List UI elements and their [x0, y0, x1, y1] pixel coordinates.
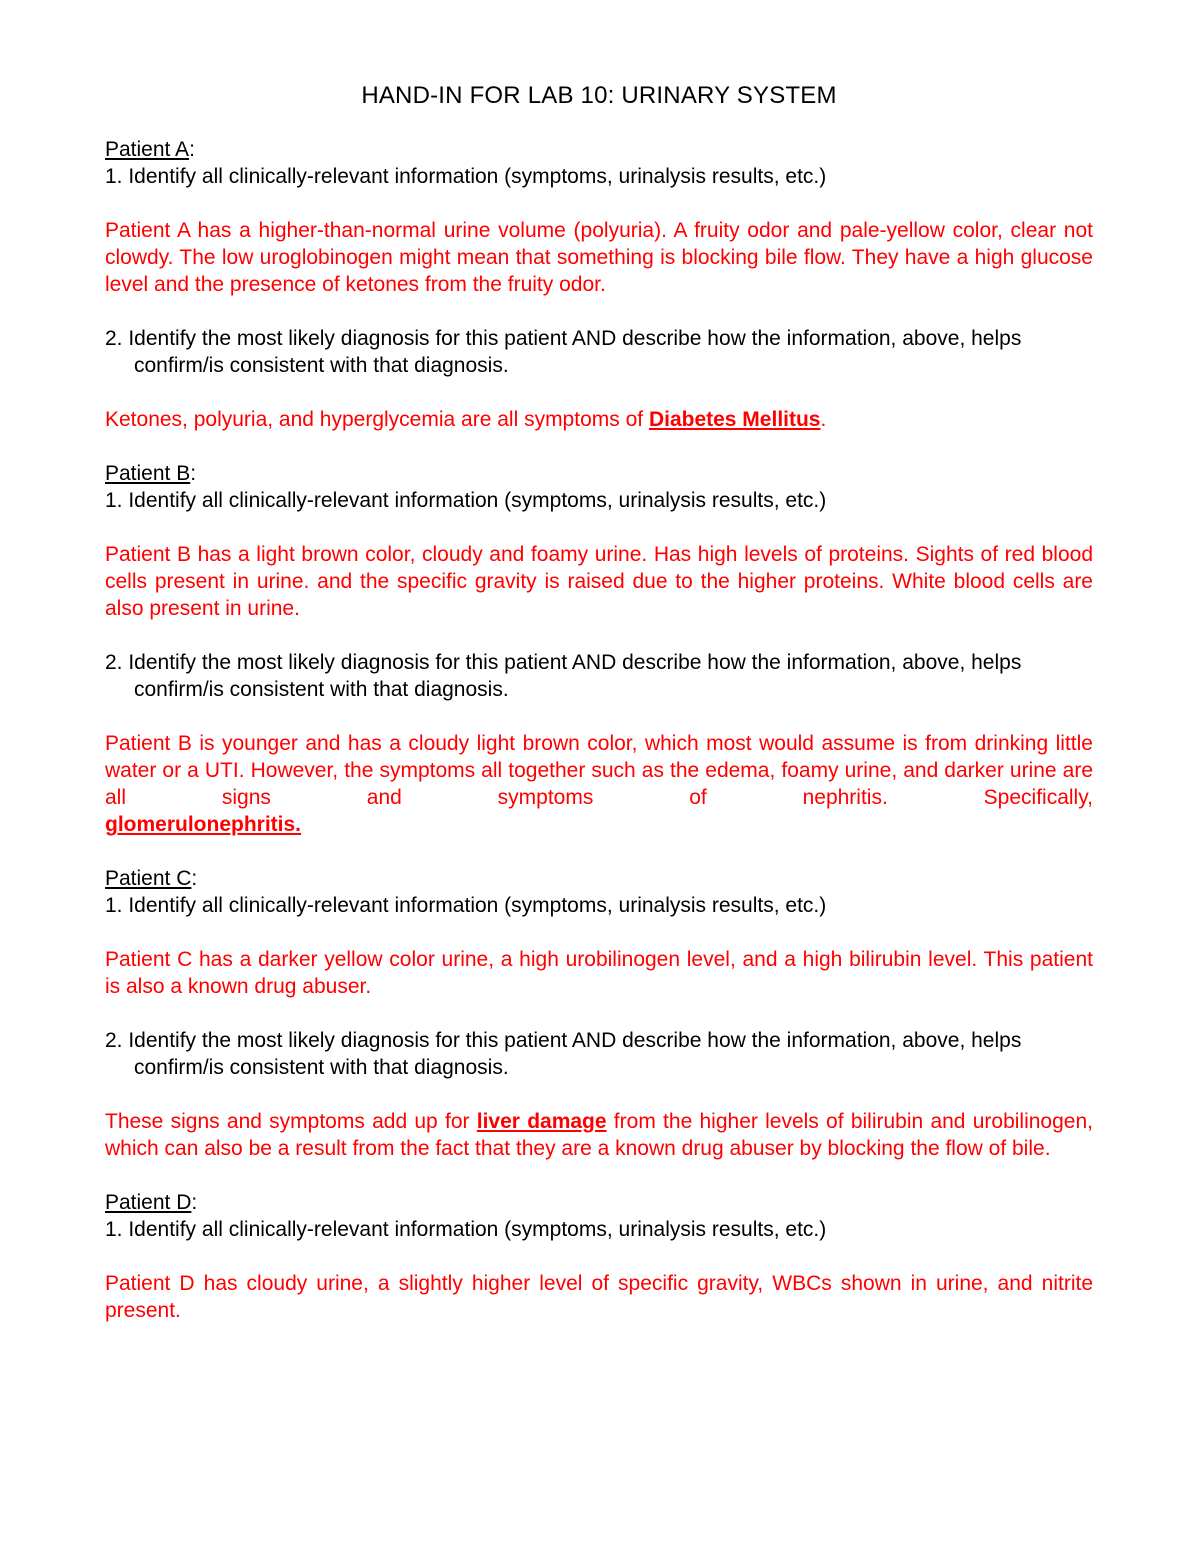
- patient-a-question-2: 2. Identify the most likely diagnosis for this patient AND describe how the information, above, helps confirm/is consistent with that diagnosis.: [105, 327, 1022, 377]
- patient-a-answer-2: [105, 406, 1093, 433]
- patient-b-heading-label: Patient B: [105, 462, 191, 485]
- patient-c-answer-2: [105, 1108, 1093, 1162]
- patient-c-answer-1: Patient C has a darker yellow color urine, a high urobilinogen level, and a high bilirubin level. This patient is also a known drug abuser.: [105, 948, 1093, 998]
- document-title: HAND-IN FOR LAB 10: URINARY SYSTEM: [361, 82, 837, 109]
- patient-b-heading: Patient B:: [105, 462, 197, 485]
- patient-a-question-1: 1. Identify all clinically-relevant information (symptoms, urinalysis results, etc.): [105, 165, 827, 188]
- document-page: [105, 76, 1093, 1324]
- patient-c-heading-label: Patient C: [105, 867, 192, 890]
- patient-d-heading: Patient D:: [105, 1191, 198, 1214]
- patient-d-answer-1: Patient D has cloudy urine, a slightly higher level of specific gravity, WBCs shown in urine, and nitrite present.: [105, 1272, 1093, 1322]
- patient-a-answer-2-text: Ketones, polyuria, and hyperglycemia are all symptoms of: [105, 408, 649, 431]
- patient-a-heading-label: Patient A: [105, 138, 190, 161]
- patient-a-heading: Patient A:: [105, 138, 195, 161]
- patient-b-answer-2-diagnosis-line: [105, 811, 1093, 838]
- patient-c-diagnosis: liver damage: [476, 1110, 607, 1133]
- patient-c-question-2: 2. Identify the most likely diagnosis for this patient AND describe how the information, above, helps confirm/is consistent with that diagnosis.: [105, 1029, 1022, 1079]
- patient-a-section: [105, 136, 1093, 460]
- patient-a-answer-2-end: .: [820, 408, 827, 431]
- patient-c-answer-2-end: from the higher levels of bilirubin and urobilinogen, which can also be a result from the fact that they are a known drug abuser by blocking the flow of bile.: [105, 1110, 1093, 1160]
- patient-b-answer-1: Patient B has a light brown color, cloudy and foamy urine. Has high levels of proteins. Sights of red blood cells present in urine. and the specific gravity is raised due to the higher proteins. White blood cells are also present in urine.: [105, 543, 1093, 620]
- patient-b-question-2: 2. Identify the most likely diagnosis for this patient AND describe how the information, above, helps confirm/is consistent with that diagnosis.: [105, 651, 1022, 701]
- patient-d-heading-label: Patient D: [105, 1191, 192, 1214]
- patient-d-section: [105, 1189, 1093, 1324]
- patient-a-diagnosis: Diabetes Mellitus: [648, 408, 821, 431]
- patient-a-answer-1: Patient A has a higher-than-normal urine volume (polyuria). A fruity odor and pale-yellow color, clear not clowdy. The low uroglobinogen might mean that something is blocking bile flow. They have a high glucose level and the presence of ketones from the fruity odor.: [105, 219, 1093, 296]
- patient-d-question-1: 1. Identify all clinically-relevant information (symptoms, urinalysis results, etc.): [105, 1218, 827, 1241]
- patient-b-question-1: 1. Identify all clinically-relevant information (symptoms, urinalysis results, etc.): [105, 489, 827, 512]
- patient-c-heading: Patient C:: [105, 867, 198, 890]
- patient-b-section: [105, 460, 1093, 865]
- patient-c-section: [105, 865, 1093, 1189]
- patient-b-answer-2: Patient B is younger and has a cloudy light brown color, which most would assume is from drinking little water or a UTI. However, the symptoms all together such as the edema, foamy urine, and darker urine are all signs and symptoms of nephritis. Specifically,: [105, 732, 1093, 809]
- patient-c-answer-2-text: These signs and symptoms add up for: [105, 1110, 477, 1133]
- patient-b-diagnosis: glomerulonephritis.: [105, 813, 302, 836]
- patient-c-question-1: 1. Identify all clinically-relevant information (symptoms, urinalysis results, etc.): [105, 894, 827, 917]
